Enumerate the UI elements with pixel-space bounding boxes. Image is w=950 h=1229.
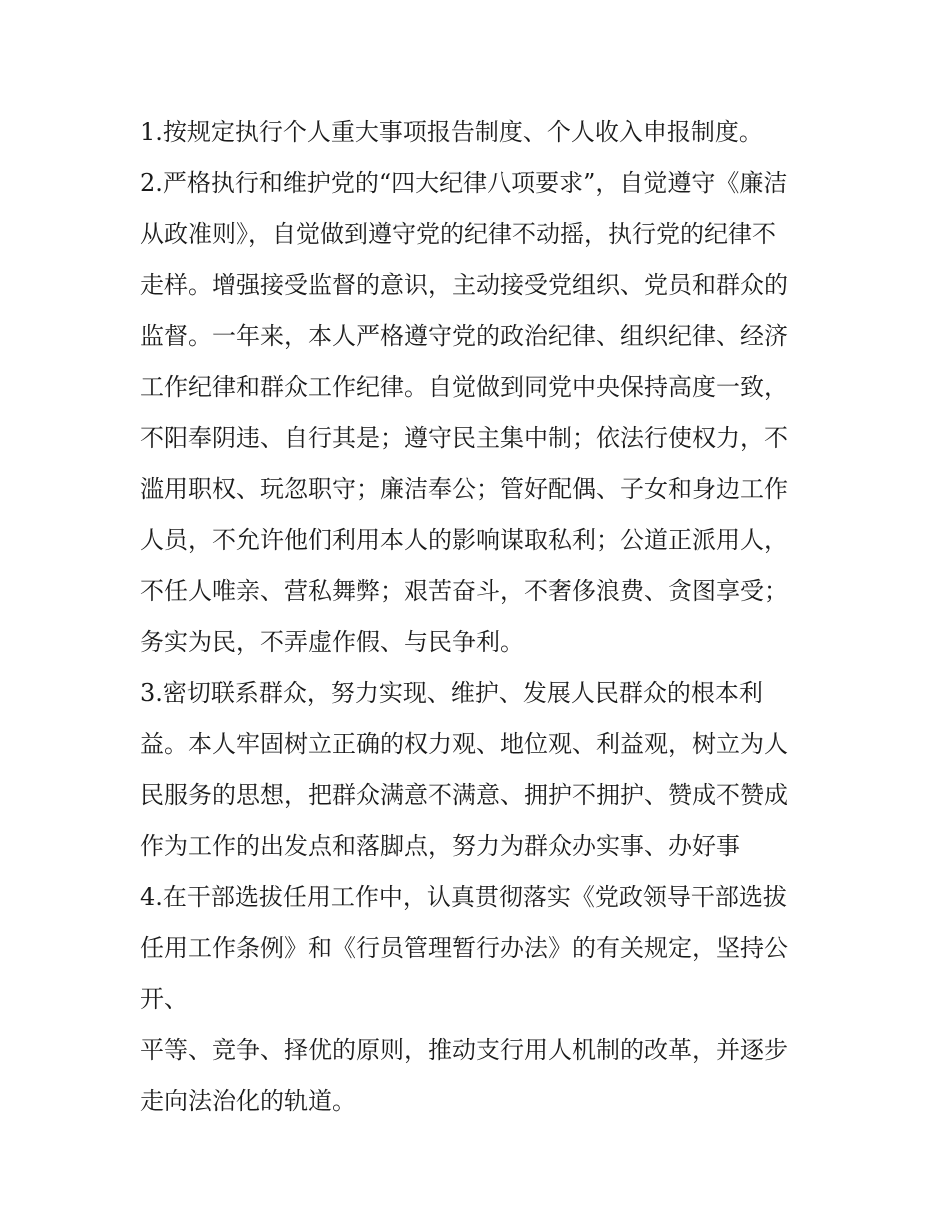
- text-line-19: 平等、竞争、择优的原则，推动支行用人机制的改革，并逐步: [140, 1036, 788, 1064]
- text-line-5: 监督。一年来，本人严格遵守党的政治纪律、组织纪律、经济: [140, 322, 788, 350]
- text-line-6: 工作纪律和群众工作纪律。自觉做到同党中央保持高度一致，: [140, 373, 788, 401]
- text-line-1: 1.按规定执行个人重大事项报告制度、个人收入申报制度。: [140, 118, 763, 146]
- text-line-20: 走向法治化的轨道。: [140, 1087, 356, 1115]
- text-line-3: 从政准则》，自觉做到遵守党的纪律不动摇，执行党的纪律不: [140, 220, 776, 248]
- text-line-16: 4.在干部选拔任用工作中，认真贯彻落实《党政领导干部选拔: [140, 883, 787, 911]
- text-line-14: 民服务的思想，把群众满意不满意、拥护不拥护、赞成不赞成: [140, 781, 788, 809]
- text-line-12: 3.密切联系群众，努力实现、维护、发展人民群众的根本利: [140, 679, 763, 707]
- text-line-4: 走样。增强接受监督的意识，主动接受党组织、党员和群众的: [140, 271, 788, 299]
- text-line-9: 人员，不允许他们利用本人的影响谋取私利；公道正派用人，: [140, 526, 788, 554]
- text-line-8: 滥用职权、玩忽职守；廉洁奉公；管好配偶、子女和身边工作: [140, 475, 788, 503]
- text-line-15: 作为工作的出发点和落脚点，努力为群众办实事、办好事: [140, 832, 740, 860]
- text-line-11: 务实为民，不弄虚作假、与民争利。: [140, 628, 524, 656]
- text-line-18: 开、: [140, 985, 188, 1013]
- text-line-17: 任用工作条例》和《行员管理暂行办法》的有关规定，坚持公: [140, 934, 788, 962]
- text-line-7: 不阳奉阴违、自行其是；遵守民主集中制；依法行使权力，不: [140, 424, 788, 452]
- text-line-10: 不任人唯亲、营私舞弊；艰苦奋斗，不奢侈浪费、贪图享受；: [140, 577, 788, 605]
- document-body: [140, 107, 830, 1127]
- text-line-13: 益。本人牢固树立正确的权力观、地位观、利益观，树立为人: [140, 730, 788, 758]
- text-line-2: 2.严格执行和维护党的“四大纪律八项要求”，自觉遵守《廉洁: [140, 169, 788, 197]
